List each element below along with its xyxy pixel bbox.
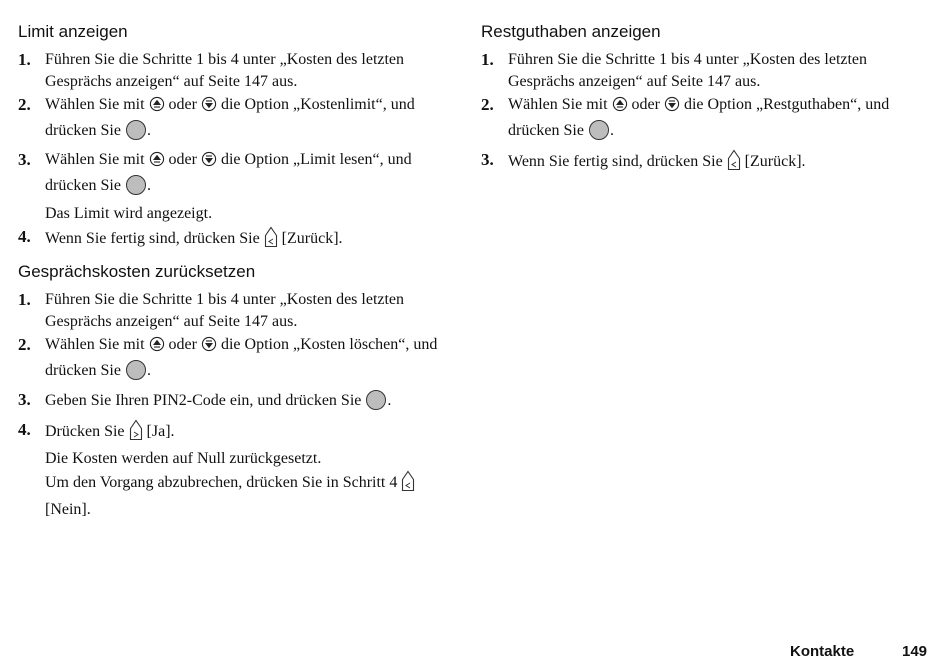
step-text: [Zurück].: [740, 153, 806, 170]
step-text: .: [609, 122, 614, 139]
nav-up-icon: [612, 96, 628, 119]
section-title-gespraechskosten-zuruecksetzen: Gesprächskosten zurücksetzen: [18, 262, 256, 281]
step-text: die Option „Kostenlimit“, und drücken Sie: [45, 96, 415, 139]
left-column: [18, 18, 448, 527]
step-text: die Option „Restguthaben“, und drücken Sie: [508, 96, 890, 139]
step-text: Wählen Sie mit: [45, 96, 149, 113]
step-text: Das Limit wird angezeigt.: [45, 205, 213, 222]
step-text: Wählen Sie mit: [45, 336, 149, 353]
step-text: Wenn Sie fertig sind, drücken Sie: [508, 153, 727, 170]
step-text: die Option „Kosten löschen“, und drücken Sie: [45, 336, 438, 379]
step-text: Wählen Sie mit: [508, 96, 612, 113]
list-item: [18, 226, 448, 255]
list-item: [18, 149, 448, 225]
step-number: 4.: [18, 227, 31, 246]
list-item: [481, 149, 921, 178]
step-text: die Option „Limit lesen“, und drücken Sie: [45, 151, 412, 194]
step-number: 1.: [481, 50, 494, 69]
step-text: oder: [164, 96, 201, 113]
list-item: [481, 94, 921, 148]
step-text: Die Kosten werden auf Null zurückgesetzt.: [45, 450, 322, 467]
step-list: [481, 49, 921, 178]
list-item: [18, 49, 448, 93]
step-text: oder: [627, 96, 664, 113]
list-item: [481, 49, 921, 93]
step-text: Wenn Sie fertig sind, drücken Sie: [45, 230, 264, 247]
select-key-icon: [125, 119, 147, 148]
right-softkey-icon: [264, 226, 278, 255]
nav-down-icon: [664, 96, 680, 119]
nav-down-icon: [201, 151, 217, 174]
step-text: .: [146, 122, 151, 139]
step-number: 3.: [18, 390, 31, 409]
left-softkey-icon: [129, 419, 143, 448]
list-item: [18, 94, 448, 148]
step-text: Führen Sie die Schritte 1 bis 4 unter „Kosten des letzten Gesprächs anzeigen“ auf Seite 147 aus.: [45, 291, 405, 330]
step-text: [Ja].: [142, 423, 175, 440]
nav-up-icon: [149, 151, 165, 174]
step-text: .: [387, 392, 392, 409]
step-number: 1.: [18, 290, 31, 309]
nav-down-icon: [201, 336, 217, 359]
step-text: Drücken Sie: [45, 423, 129, 440]
right-softkey-icon: [401, 470, 415, 499]
step-text: [Zurück].: [277, 230, 343, 247]
step-text: Führen Sie die Schritte 1 bis 4 unter „Kosten des letzten Gesprächs anzeigen“ auf Seite 147 aus.: [508, 51, 868, 90]
list-item: [18, 389, 448, 418]
step-number: 1.: [18, 50, 31, 69]
list-item: [18, 419, 448, 521]
section-title-restguthaben-anzeigen: Restguthaben anzeigen: [481, 22, 661, 41]
select-key-icon: [125, 174, 147, 203]
section-title-limit-anzeigen: Limit anzeigen: [18, 22, 128, 41]
select-key-icon: [365, 389, 387, 418]
step-text: Wählen Sie mit: [45, 151, 149, 168]
step-text: [Nein].: [45, 501, 91, 518]
list-item: [18, 289, 448, 333]
select-key-icon: [588, 119, 610, 148]
step-number: 2.: [18, 335, 31, 354]
step-text: .: [146, 177, 151, 194]
step-number: 3.: [18, 150, 31, 169]
step-text: Geben Sie Ihren PIN2-Code ein, und drücken Sie: [45, 392, 366, 409]
nav-up-icon: [149, 336, 165, 359]
step-list: [18, 289, 448, 521]
footer-section-name: Kontakte: [790, 643, 855, 660]
page-number: 149: [902, 643, 928, 660]
nav-up-icon: [149, 96, 165, 119]
step-text: oder: [164, 336, 201, 353]
step-text: oder: [164, 151, 201, 168]
step-number: 2.: [481, 95, 494, 114]
step-number: 2.: [18, 95, 31, 114]
step-text: Führen Sie die Schritte 1 bis 4 unter „Kosten des letzten Gesprächs anzeigen“ auf Seite 147 aus.: [45, 51, 405, 90]
step-list: [18, 49, 448, 255]
nav-down-icon: [201, 96, 217, 119]
select-key-icon: [125, 359, 147, 388]
step-text: Um den Vorgang abzubrechen, drücken Sie in Schritt 4: [45, 474, 402, 491]
step-number: 4.: [18, 420, 31, 439]
right-column: [481, 18, 921, 184]
list-item: [18, 334, 448, 388]
step-text: .: [146, 362, 151, 379]
right-softkey-icon: [727, 149, 741, 178]
step-number: 3.: [481, 150, 494, 169]
